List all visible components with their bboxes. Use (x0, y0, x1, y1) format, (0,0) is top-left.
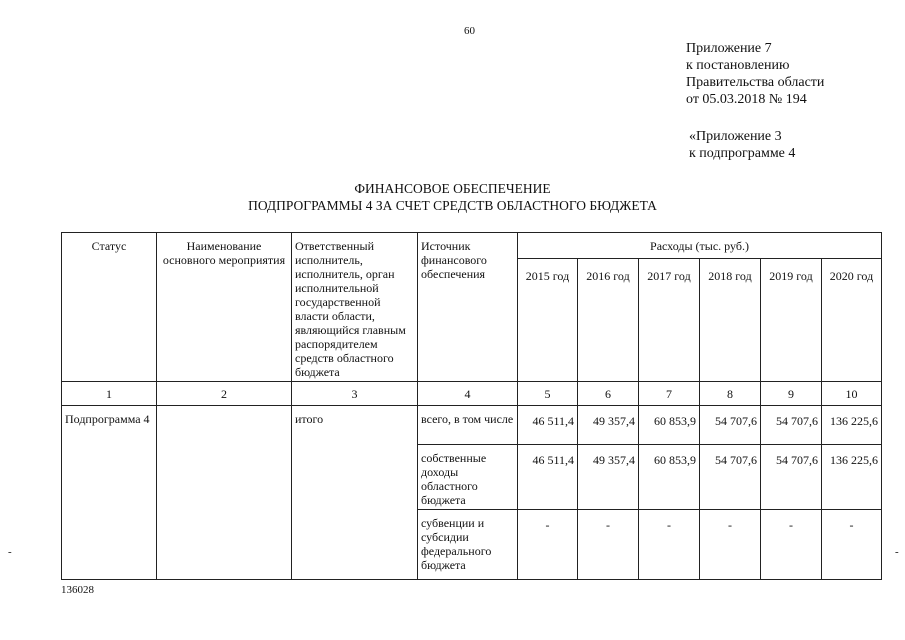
header-year: 2017 год (639, 259, 700, 382)
value-cell: 54 707,6 (761, 406, 822, 445)
header-year: 2016 год (578, 259, 639, 382)
value-cell: 49 357,4 (578, 445, 639, 510)
value-cell: 60 853,9 (639, 445, 700, 510)
margin-mark: - (8, 546, 12, 558)
header-source: Источник финансового обеспечения (418, 233, 518, 382)
column-number: 3 (292, 382, 418, 406)
value-cell: 46 511,4 (518, 406, 578, 445)
column-number: 2 (157, 382, 292, 406)
value-cell: 54 707,6 (700, 406, 761, 445)
value-cell: 46 511,4 (518, 445, 578, 510)
financing-table (61, 232, 882, 580)
value-cell: - (700, 510, 761, 580)
column-number: 4 (418, 382, 518, 406)
page-number: 60 (464, 25, 475, 37)
header-event: Наименование основного мероприятия (157, 233, 292, 382)
executor-cell: итого (292, 406, 418, 580)
appendix-block (686, 40, 824, 108)
column-number: 8 (700, 382, 761, 406)
header-year: 2015 год (518, 259, 578, 382)
appendix-line: от 05.03.2018 № 194 (686, 92, 807, 107)
value-cell: - (578, 510, 639, 580)
document-subtitle: ПОДПРОГРАММЫ 4 ЗА СЧЕТ СРЕДСТВ ОБЛАСТНОГО БЮДЖЕТА (248, 198, 657, 213)
column-number: 10 (822, 382, 882, 406)
document-title: ФИНАНСОВОЕ ОБЕСПЕЧЕНИЕ (354, 181, 551, 196)
column-number: 5 (518, 382, 578, 406)
appendix-line: к постановлению (686, 58, 790, 73)
header-expenses: Расходы (тыс. руб.) (518, 233, 882, 259)
value-cell: 136 225,6 (822, 406, 882, 445)
value-cell: 54 707,6 (761, 445, 822, 510)
sub-appendix-line: «Приложение 3 (689, 129, 782, 144)
header-year: 2020 год (822, 259, 882, 382)
appendix-line: Приложение 7 (686, 41, 772, 56)
value-cell: - (518, 510, 578, 580)
appendix-line: Правительства области (686, 75, 825, 90)
value-cell: 49 357,4 (578, 406, 639, 445)
column-number: 6 (578, 382, 639, 406)
status-cell: Подпрограмма 4 (62, 406, 157, 580)
column-number-row (62, 382, 882, 406)
header-year: 2018 год (700, 259, 761, 382)
margin-mark: - (895, 546, 899, 558)
column-number: 9 (761, 382, 822, 406)
column-number: 1 (62, 382, 157, 406)
source-cell: всего, в том числе (418, 406, 518, 445)
value-cell: - (761, 510, 822, 580)
source-cell: субвенции и субсидии федерального бюджета (418, 510, 518, 580)
source-cell: собственные доходы областного бюджета (418, 445, 518, 510)
value-cell: 136 225,6 (822, 445, 882, 510)
table-row (62, 406, 882, 445)
header-row (62, 233, 882, 259)
column-number: 7 (639, 382, 700, 406)
event-cell (157, 406, 292, 580)
header-executor: Ответственный исполнитель, исполнитель, орган исполнительной государственной власти области, являющийся главным распорядителем средств областного бюджета (292, 233, 418, 382)
sub-appendix-block (689, 128, 795, 162)
value-cell: - (822, 510, 882, 580)
header-status: Статус (62, 233, 157, 382)
value-cell: 54 707,6 (700, 445, 761, 510)
value-cell: - (639, 510, 700, 580)
document-code: 136028 (61, 584, 94, 596)
header-year: 2019 год (761, 259, 822, 382)
sub-appendix-line: к подпрограмме 4 (689, 146, 796, 161)
value-cell: 60 853,9 (639, 406, 700, 445)
